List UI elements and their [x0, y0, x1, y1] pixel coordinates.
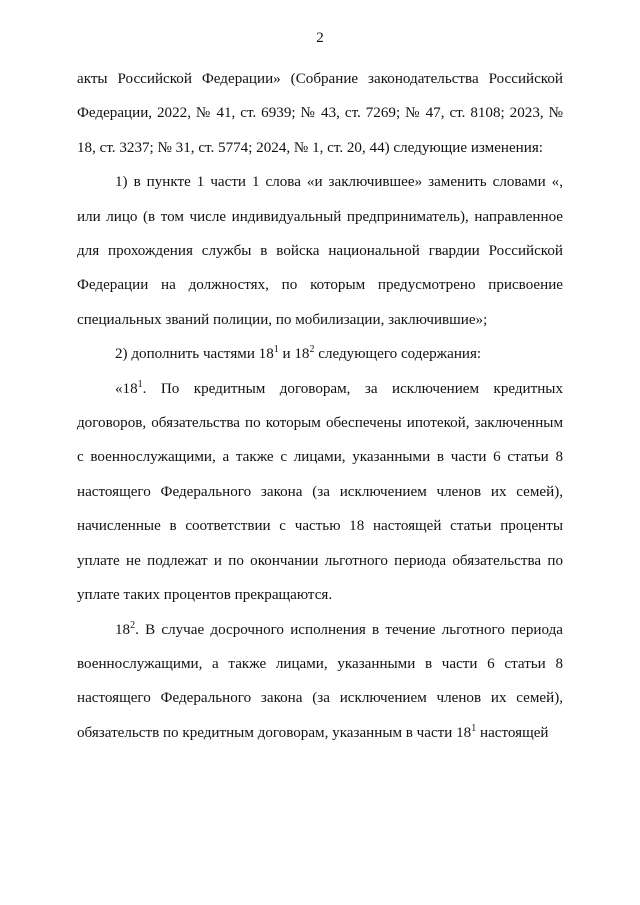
text-run: . По кредитным договорам, за исключением кредитных договоров, обязательства по которым обеспечены ипотекой, заключенным с военнослужащими, а также с лицами, указанными в части 6 статьи 8 настоящего Федерального закона (за исключением членов их семей), начисленные в соответствии с частью 18 настоящей статьи проценты уплате не подлежат и по окончании льготного периода обязательства по уплате таких процентов прекращаются.: [77, 380, 563, 604]
text-run: «18: [115, 380, 138, 397]
superscript: 2: [130, 619, 136, 631]
document-body: [77, 62, 563, 750]
superscript: 1: [273, 344, 279, 356]
text-run: следующего содержания:: [314, 346, 482, 363]
paragraph-continuation: акты Российской Федерации» (Собрание законодательства Российской Федерации, 2022, № 41, ст. 6939; № 43, ст. 7269; № 47, ст. 8108; 2023, № 18, ст. 3237; № 31, ст. 5774; 2024, № 1, ст. 20, 44) следующие изменения:: [77, 71, 563, 156]
paragraph-item-1: 1) в пункте 1 части 1 слова «и заключившее» заменить словами «, или лицо (в том числе индивидуальный предприниматель), направленное для прохождения службы в войска национальной гвардии Российской Федерации на должностях, по которым предусмотрено присвоение специальных званий полиции, по мобилизации, заключившие»;: [77, 174, 563, 328]
text-run: 2) дополнить частями 18: [115, 346, 274, 363]
paragraph-part-18-2: [77, 613, 563, 751]
page-number: 2: [316, 30, 324, 46]
superscript: 1: [137, 378, 143, 390]
superscript: 2: [309, 344, 315, 356]
text-run: настоящей: [476, 724, 549, 741]
superscript: 1: [471, 722, 477, 734]
paragraph-part-18-1: [77, 372, 563, 613]
text-run: 18: [115, 621, 131, 638]
text-run: . В случае досрочного исполнения в течение льготного периода военнослужащими, а также лицами, указанными в части 6 статьи 8 настоящего Федерального закона (за исключением членов их семей), обязательств по кредитным договорам, указанным в части 18: [77, 621, 563, 741]
paragraph-item-2: [77, 337, 563, 371]
text-run: и 18: [278, 346, 310, 363]
